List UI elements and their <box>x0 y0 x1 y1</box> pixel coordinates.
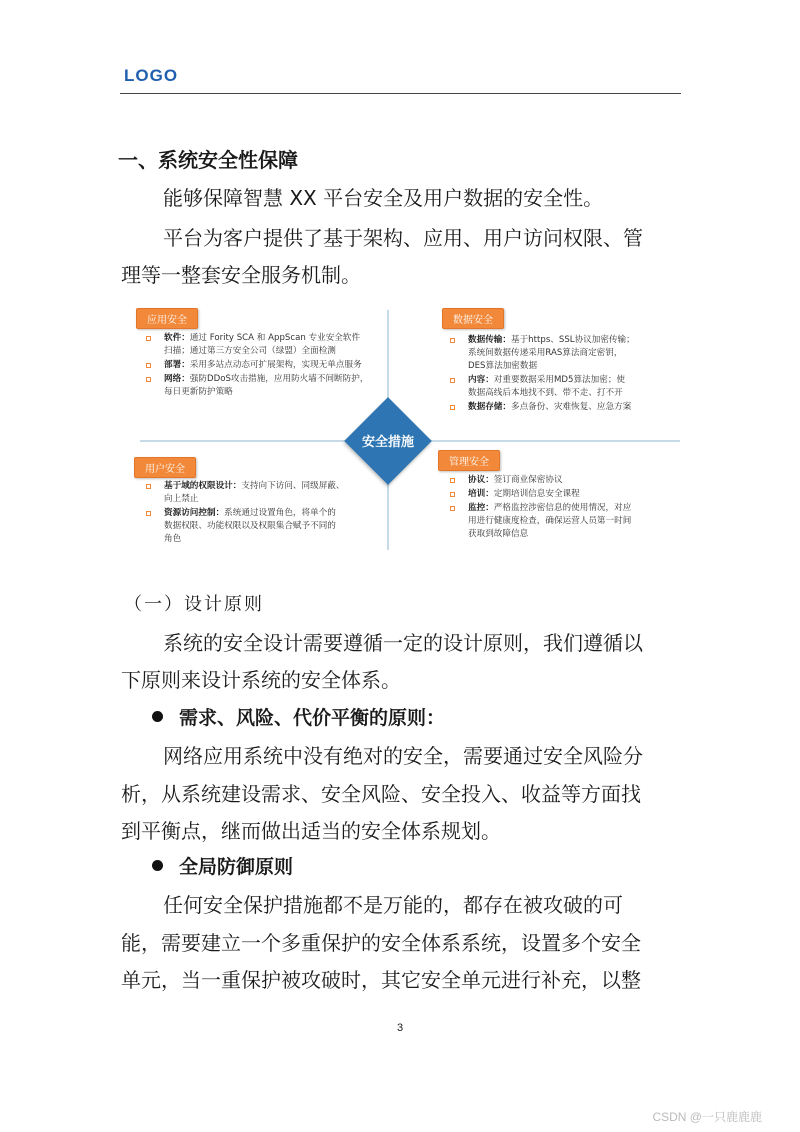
diagram-item-line <box>468 515 676 528</box>
section-paragraph-2-line-1: 平台为客户提供了基于架构、应用、用户访问权限、管 <box>163 226 643 250</box>
bullet-balance-principle <box>152 703 445 730</box>
diagram-item <box>142 359 382 372</box>
diagram-item-key: 部署： <box>164 360 190 370</box>
diagram-item <box>142 507 382 546</box>
diagram-item-key: 数据传输： <box>468 335 511 345</box>
diagram-item-text: 系统通过设置角色，将单个的 <box>224 508 336 518</box>
diagram-item <box>142 480 382 506</box>
square-bullet-icon <box>450 338 455 343</box>
diagram-item-text: 系统间数据传递采用RAS算法商定密钥， <box>468 348 623 358</box>
diagram-item-key: 培训： <box>468 489 494 499</box>
page-number: 3 <box>396 1022 404 1034</box>
bullet-global-defense-label: 全局防御原则 <box>179 856 294 878</box>
diagram-item-text: 角色 <box>164 534 182 544</box>
diagram-item <box>446 502 676 541</box>
diagram-item-line <box>164 533 382 546</box>
diagram-item-text: 强防DDoS攻击措施，应用防火墙不间断防护， <box>189 374 369 384</box>
diagram-item-line <box>468 374 676 387</box>
header-rule <box>120 93 681 94</box>
diagram-item-text: 采用多站点动态可扩展架构，实现无单点服务 <box>189 360 362 370</box>
diagram-item-text: 多点备份、灾难恢复、应急方案 <box>510 402 632 412</box>
balance-paragraph-line-3: 到平衡点，继而做出适当的安全体系规划。 <box>121 819 501 843</box>
diagram-item-key: 内容： <box>468 375 494 385</box>
bullet-dot <box>152 860 163 871</box>
diagram-item <box>142 373 382 399</box>
square-bullet-icon <box>450 378 455 383</box>
diagram-item-text: 严格监控涉密信息的使用情况，对应 <box>493 503 632 513</box>
defense-paragraph-line-1: 任何安全保护措施都不是万能的，都存在被攻破的可 <box>163 893 623 917</box>
diagram-item-line <box>468 347 676 360</box>
diagram-item-text: 基于https、SSL协议加密传输； <box>510 335 635 345</box>
diagram-item-text: 向上禁止 <box>164 494 199 504</box>
diagram-item <box>446 401 676 414</box>
diagram-item-key: 软件： <box>164 333 190 343</box>
diagram-item-line <box>468 502 676 515</box>
diagram-item-text: 对重要数据采用MD5算法加密；使 <box>493 375 626 385</box>
diagram-item-line <box>468 360 676 373</box>
bullet-balance-principle-label: 需求、风险、代价平衡的原则： <box>179 707 446 729</box>
tag-application-security: 应用安全 <box>136 308 198 329</box>
diagram-item <box>446 334 676 373</box>
bullet-global-defense <box>152 852 293 879</box>
diagram-item-key: 网络： <box>164 374 190 384</box>
subsection-title: （一）设计原则 <box>124 594 264 615</box>
diagram-item-key: 资源访问控制： <box>164 508 225 518</box>
section-title: 一、系统安全性保障 <box>118 148 298 172</box>
diagram-item-line <box>468 488 676 501</box>
square-bullet-icon <box>146 336 151 341</box>
defense-paragraph-line-3: 单元，当一重保护被攻破时，其它安全单元进行补充，以整 <box>121 968 641 992</box>
diagram-item-line <box>468 528 676 541</box>
diagram-item-text: DES算法加密数据 <box>468 361 538 371</box>
diagram-item-text: 扫描；通过第三方安全公司（绿盟）全面检测 <box>164 346 336 356</box>
diagram-item-line <box>164 332 382 345</box>
center-label: 安全措施 <box>361 435 414 450</box>
diagram-item-text: 签订商业保密协议 <box>493 475 563 485</box>
diagram-item <box>446 374 676 400</box>
diagram-item-key: 基于域的权限设计： <box>164 481 242 491</box>
security-measures-diagram <box>130 300 680 550</box>
defense-paragraph-line-2: 能，需要建立一个多重保护的安全体系系统，设置多个安全 <box>121 931 641 955</box>
csdn-watermark: CSDN @一只鹿鹿鹿 <box>652 1110 762 1124</box>
section-paragraph-2-line-2: 理等一整套安全服务机制。 <box>121 263 361 287</box>
diagram-item-line <box>164 493 382 506</box>
subsection-paragraph-line-2: 下原则来设计系统的安全体系。 <box>121 668 401 692</box>
diagram-item-text: 数据高线后本地找不到、带不走、打不开 <box>468 388 623 398</box>
diagram-item-line <box>164 520 382 533</box>
diagram-item-text: 获取到故障信息 <box>468 529 529 539</box>
diagram-item-line <box>164 386 382 399</box>
tag-data-security: 数据安全 <box>442 308 504 329</box>
diagram-item <box>142 332 382 358</box>
diagram-item <box>446 474 676 487</box>
tag-user-security: 用户安全 <box>134 457 196 478</box>
section-paragraph-1: 能够保障智慧 XX 平台安全及用户数据的安全性。 <box>163 186 604 210</box>
square-bullet-icon <box>146 484 151 489</box>
square-bullet-icon <box>450 478 455 483</box>
diagram-item-line <box>164 345 382 358</box>
user-security-items <box>142 480 382 547</box>
logo: LOGO <box>124 66 179 85</box>
diagram-item-line <box>164 373 382 386</box>
diagram-item-key: 数据存储： <box>468 402 511 412</box>
square-bullet-icon <box>450 405 455 410</box>
tag-management-security: 管理安全 <box>438 450 500 471</box>
diagram-item <box>446 488 676 501</box>
diagram-item-text: 数据权限、功能权限以及权限集合赋予不同的 <box>164 521 336 531</box>
balance-paragraph-line-2: 析，从系统建设需求、安全风险、安全投入、收益等方面找 <box>121 782 641 806</box>
diagram-item-key: 监控： <box>468 503 494 513</box>
bullet-dot <box>152 711 163 722</box>
data-security-items <box>446 334 676 415</box>
diagram-item-line <box>468 387 676 400</box>
subsection-paragraph-line-1: 系统的安全设计需要遵循一定的设计原则，我们遵循以 <box>163 631 643 655</box>
diagram-item-line <box>164 507 382 520</box>
square-bullet-icon <box>146 363 151 368</box>
management-security-items <box>446 474 676 542</box>
diagram-item-text: 通过 Fority SCA 和 AppScan 专业安全软件 <box>189 333 361 343</box>
diagram-item-line <box>164 480 382 493</box>
diagram-item-text: 定期培训信息安全课程 <box>493 489 580 499</box>
diagram-item-text: 用进行健康度检查，确保运营人员第一时间 <box>468 516 632 526</box>
diagram-item-key: 协议： <box>468 475 494 485</box>
diagram-item-line <box>468 474 676 487</box>
diagram-item-line <box>164 359 382 372</box>
square-bullet-icon <box>450 492 455 497</box>
diagram-item-text: 每日更新防护策略 <box>164 387 233 397</box>
square-bullet-icon <box>146 377 151 382</box>
diagram-item-text: 支持向下访问、同级屏蔽、 <box>241 481 345 491</box>
application-security-items <box>142 332 382 400</box>
diagram-item-line <box>468 401 676 414</box>
balance-paragraph-line-1: 网络应用系统中没有绝对的安全，需要通过安全风险分 <box>163 744 643 768</box>
diagram-item-line <box>468 334 676 347</box>
square-bullet-icon <box>450 506 455 511</box>
square-bullet-icon <box>146 511 151 516</box>
